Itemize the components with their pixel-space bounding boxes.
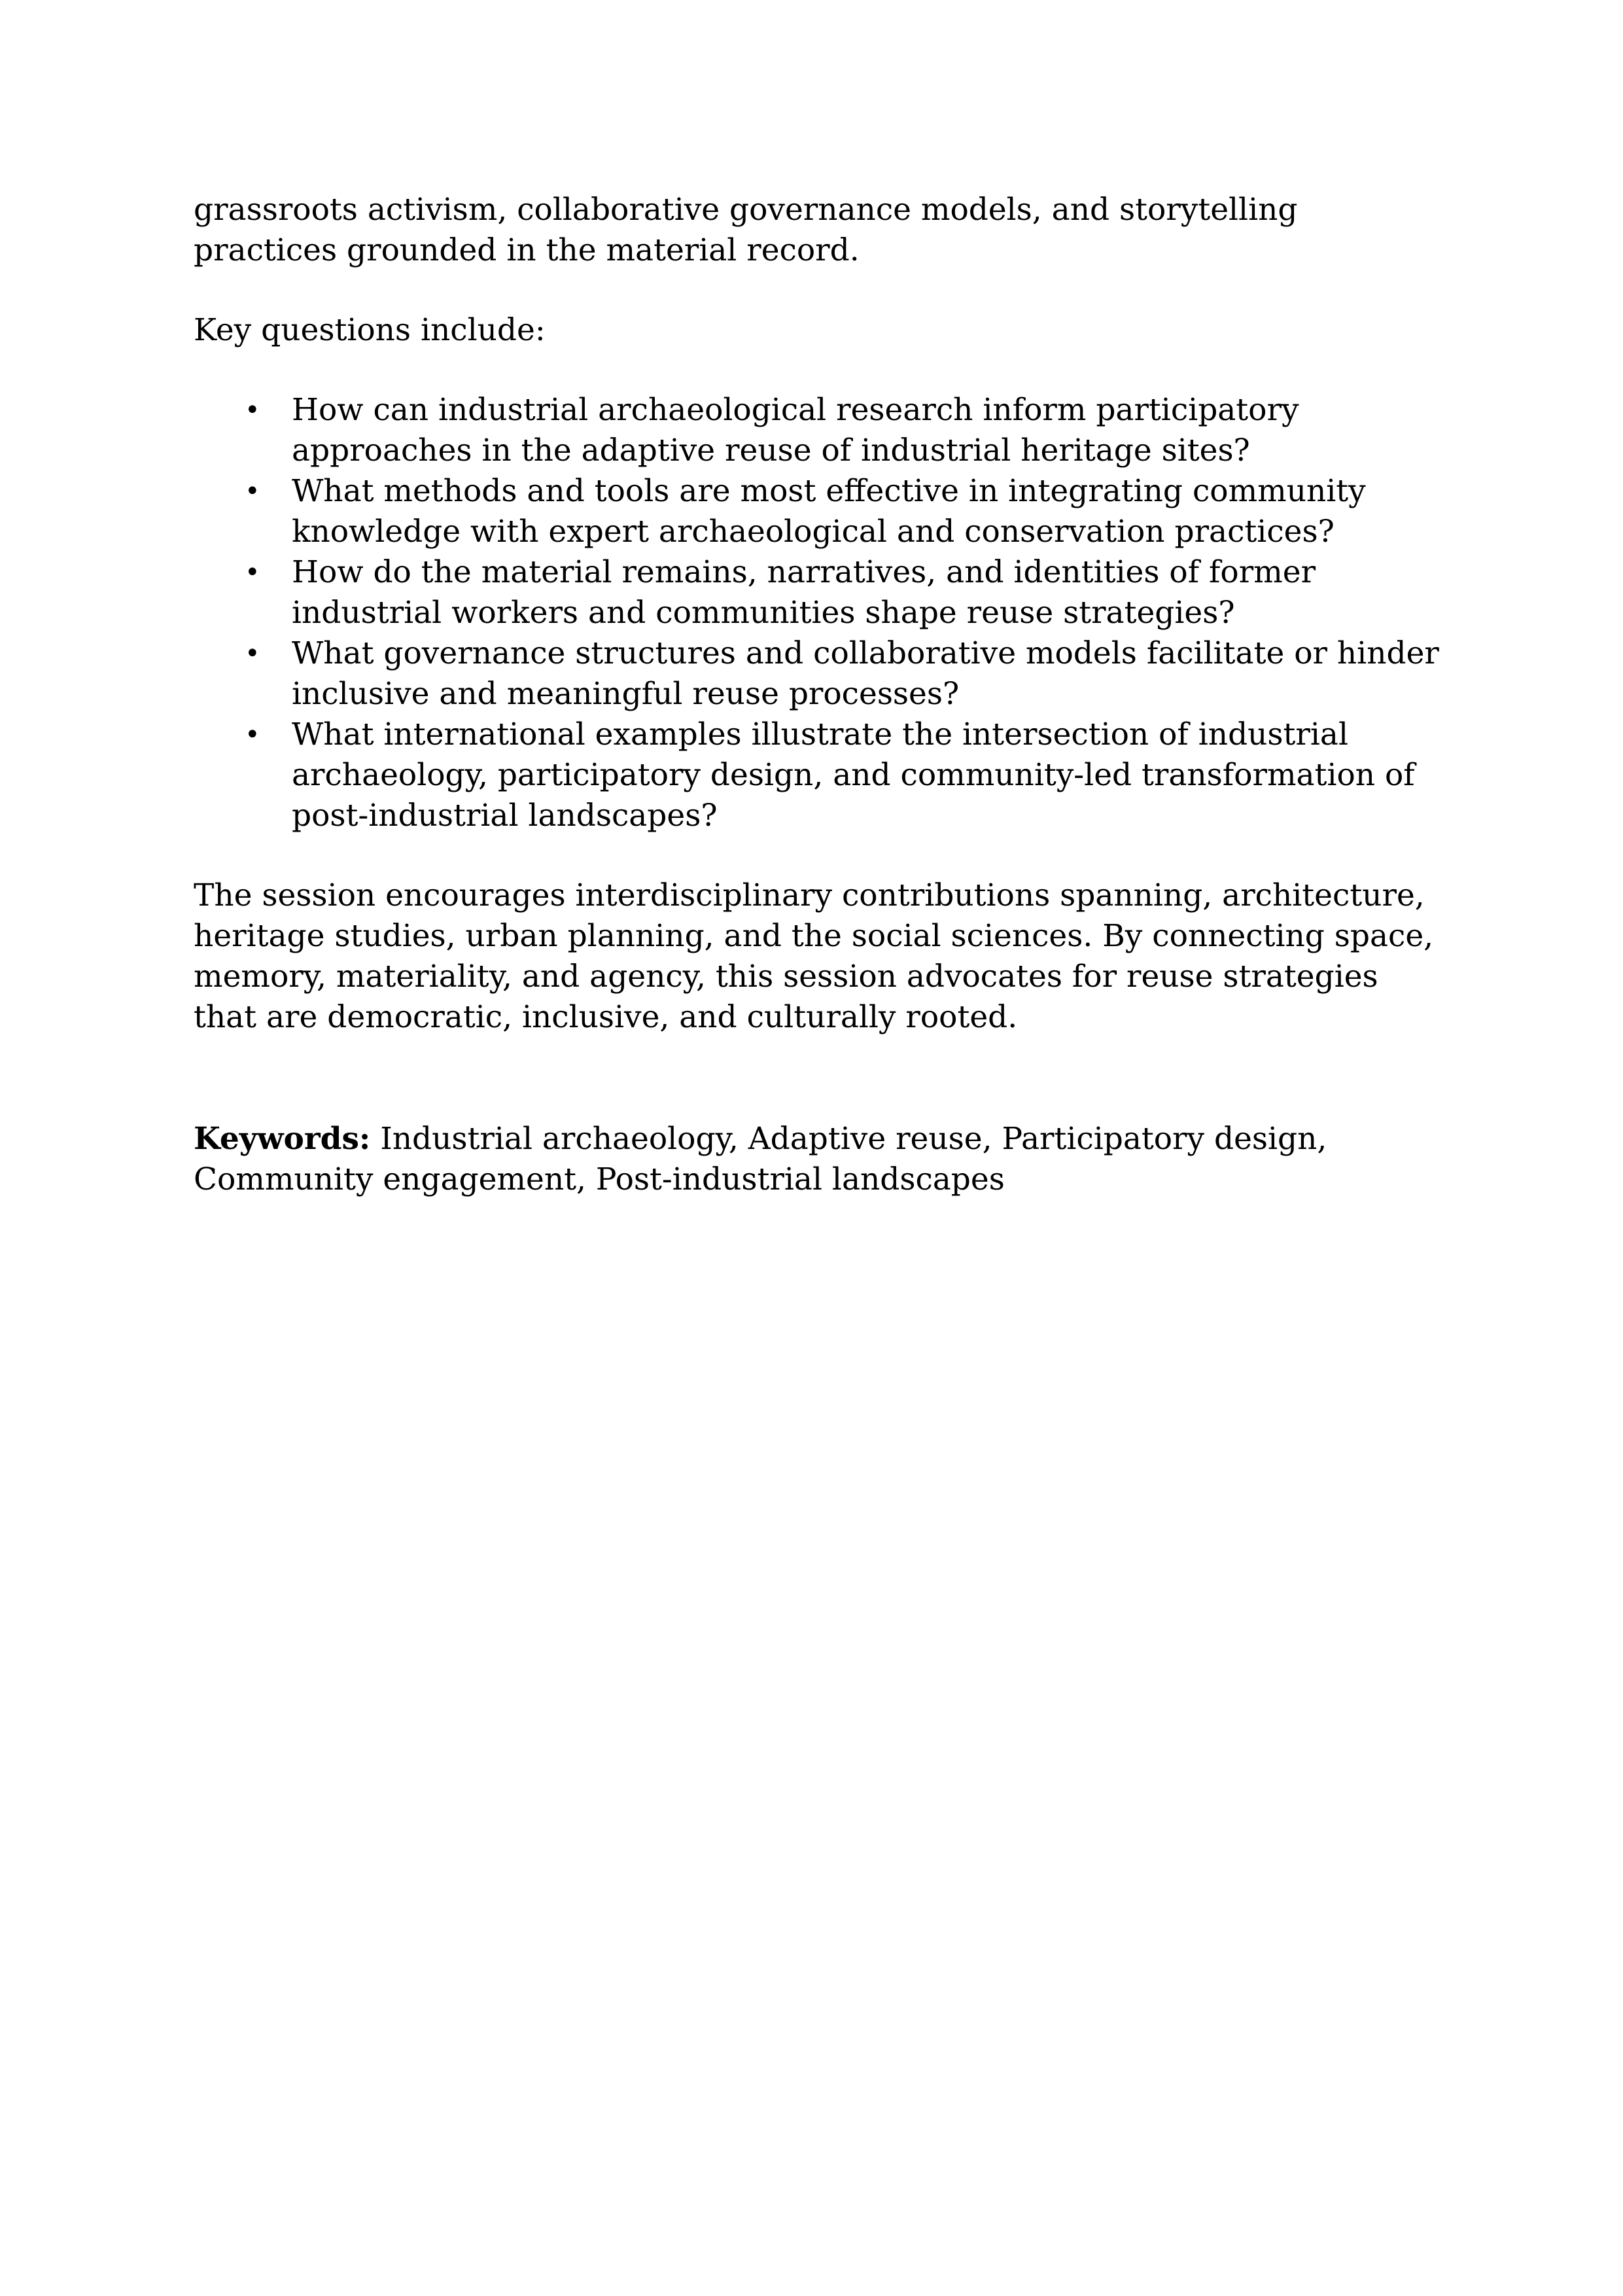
list-item bbox=[194, 390, 1450, 471]
question-text: How do the material remains, narratives, and identities of former industrial workers and communities shape reuse strategies? bbox=[292, 554, 1316, 631]
key-questions-lead: Key questions include: bbox=[194, 312, 546, 348]
intro-paragraph-continued: grassroots activism, collaborative governance models, and storytelling practices grounded in the material record. bbox=[194, 192, 1298, 268]
keywords-text: Industrial archaeology, Adaptive reuse, Participatory design, Community engagement, Post-industrial landscapes bbox=[194, 1121, 1327, 1197]
question-text: What methods and tools are most effective in integrating community knowledge with expert archaeological and conservation practices? bbox=[292, 473, 1366, 550]
bullet-icon: • bbox=[245, 395, 260, 425]
keywords-label: Keywords: bbox=[194, 1121, 371, 1157]
key-questions-list bbox=[194, 390, 1450, 836]
bullet-icon: • bbox=[245, 476, 260, 506]
bullet-icon: • bbox=[245, 639, 260, 669]
list-item bbox=[194, 715, 1450, 836]
list-item bbox=[194, 552, 1450, 633]
document-body bbox=[194, 190, 1450, 1200]
list-item bbox=[194, 633, 1450, 715]
keywords-paragraph bbox=[194, 1119, 1450, 1200]
question-text: How can industrial archaeological research inform participatory approaches in the adaptive reuse of industrial heritage sites? bbox=[292, 392, 1299, 468]
closing-paragraph: The session encourages interdisciplinary contributions spanning, architecture, heritage studies, urban planning, and the social sciences. By connecting space, memory, materiality, and agency, this session advocates for reuse strategies that are democratic, inclusive, and culturally rooted. bbox=[194, 877, 1434, 1035]
list-item bbox=[194, 471, 1450, 552]
question-text: What governance structures and collaborative models facilitate or hinder inclusive and meaningful reuse processes? bbox=[292, 635, 1439, 712]
bullet-icon: • bbox=[245, 720, 260, 750]
question-text: What international examples illustrate the intersection of industrial archaeology, participatory design, and community-led transformation of post-industrial landscapes? bbox=[292, 716, 1415, 834]
bullet-icon: • bbox=[245, 557, 260, 588]
